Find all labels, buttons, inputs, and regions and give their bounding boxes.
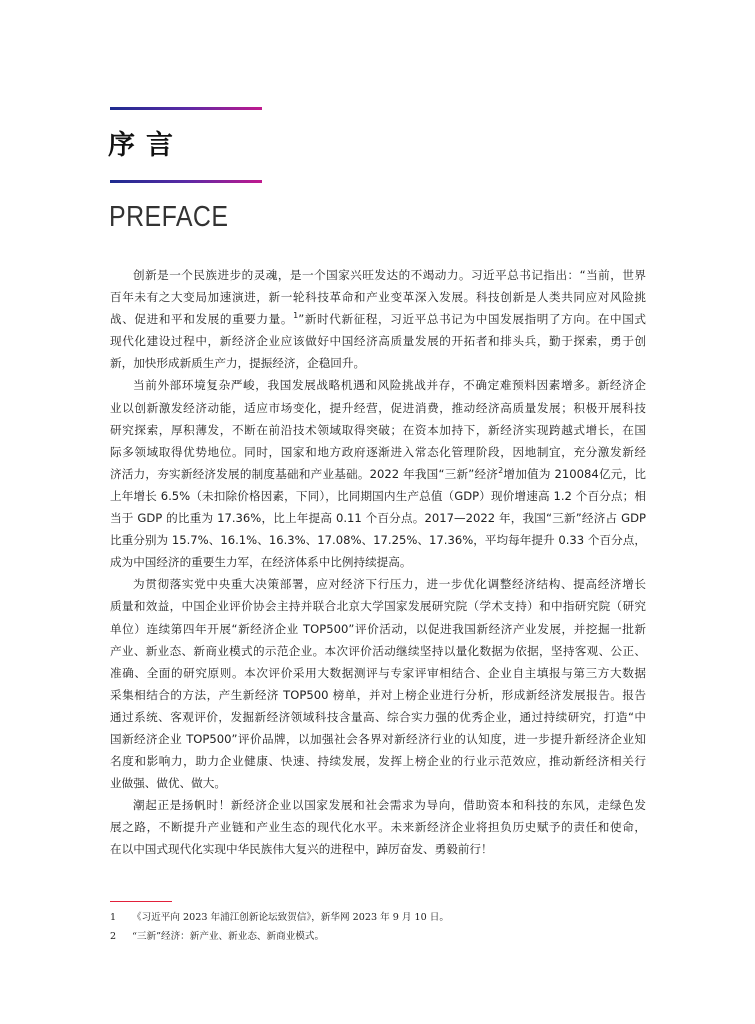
body-line: 创新是一个民族进步的灵魂，是一个国家兴旺发达的不竭动力。习近平总书记指出：“当前，世界 — [133, 268, 646, 282]
body-line: 业以创新激发经济动能，适应市场变化，提升经营，促进消费，推动经济高质量发展；积极开展科技 — [110, 400, 646, 415]
footnotes — [110, 908, 650, 946]
body-line: 研究探索，厚积薄发，不断在前沿技术领域取得突破；在资本加持下，新经济实现跨越式增长，在国 — [110, 422, 646, 437]
page-title-chinese: 序言 — [108, 130, 184, 161]
body-line: 现代化建设过程中，新经济企业应该做好中国经济高质量发展的开拓者和排头兵，勤于探索，勇于创 — [110, 334, 646, 349]
body-line: 当于 GDP 的比重为 17.36%，比上年提高 0.11 个百分点。2017—2022 年，我国“三新”经济占 GDP — [110, 511, 646, 526]
preface-body — [110, 264, 646, 861]
body-line: 新，加快形成新质生产力，提振经济，企稳回升。 — [110, 356, 366, 371]
body-line: 当前外部环境复杂严峻，我国发展战略机遇和风险挑战并存，不确定难预料因素增多。新经济企 — [133, 378, 646, 393]
body-line: 际多领域取得优势地位。同时，国家和地方政府逐渐进入常态化管理阶段，因地制宜，充分激发新经 — [110, 444, 646, 459]
page-title-english: PREFACE — [109, 201, 229, 233]
body-line: 业做强、做优、做大。 — [110, 776, 226, 791]
footnote-1 — [110, 908, 650, 927]
body-line: 通过系统、客观评价，发掘新经济领域科技含量高、综合实力强的优秀企业，通过持续研究，打造“中 — [110, 709, 646, 724]
body-line: 为贯彻落实党中央重大决策部署，应对经济下行压力，进一步优化调整经济结构、提高经济增长 — [133, 577, 646, 592]
footnote-ref-2[interactable]: 2 — [498, 465, 504, 475]
footnote-2 — [110, 927, 650, 946]
body-line: 名度和影响力，助力企业健康、快速、持续发展，发挥上榜企业的行业示范效应，推动新经济相关行 — [110, 754, 646, 769]
body-line: 潮起正是扬帆时！新经济企业以国家发展和社会需求为导向，借助资本和科技的东风，走绿色发 — [133, 798, 646, 813]
footnote-divider — [110, 901, 172, 902]
footnote-number: 1 — [110, 912, 117, 923]
body-line: 济活力，夯实新经济发展的制度基础和产业基础。2022 年我国“三新”经济$^2$增加值为 210084亿元，比 — [110, 465, 646, 481]
footnote-ref-1[interactable]: 1 — [293, 311, 299, 321]
footnote-text: 《习近平向 2023 年浦江创新论坛致贺信》，新华网 2023 年 9 月 10 日。 — [132, 912, 449, 923]
body-line: 展之路，不断提升产业链和产业生态的现代化水平。未来新经济企业将担负历史赋予的责任和使命， — [110, 820, 646, 835]
body-line: 采集相结合的方法，产生新经济 TOP500 榜单，并对上榜企业进行分析，形成新经济发展报告。报告 — [110, 687, 646, 702]
body-line: 单位）连续第四年开展“新经济企业 TOP500”评价活动，以促进我国新经济产业发展，并挖掘一批新 — [110, 621, 646, 636]
title-rule-top — [110, 107, 262, 110]
body-line: 成为中国经济的重要生力军，在经济体系中比例持续提高。 — [110, 555, 412, 570]
body-line: 质量和效益，中国企业评价协会主持并联合北京大学国家发展研究院（学术支持）和中指研究院（研究 — [110, 599, 646, 614]
body-line: 准确、全面的研究原则。本次评价采用大数据测评与专家评审相结合、企业自主填报与第三方大数据 — [110, 665, 646, 680]
body-line: 比重分别为 15.7%、16.1%、16.3%、17.08%、17.25%、17.36%，平均每年提升 0.33 个百分点， — [110, 533, 646, 548]
body-line: 产业、新业态、新商业模式的示范企业。本次评价活动继续坚持以量化数据为依据，坚持客观、公正、 — [110, 643, 646, 658]
body-line: 上年增长 6.5%（未扣除价格因素，下同），比同期国内生产总值（GDP）现价增速高 1.2 个百分点；相 — [110, 488, 646, 503]
body-line: 在以中国式现代化实现中华民族伟大复兴的进程中，踔厉奋发、勇毅前行！ — [110, 842, 493, 857]
footnote-text: “三新”经济：新产业、新业态、新商业模式。 — [132, 931, 325, 942]
title-rule-bottom — [110, 180, 262, 183]
footnote-number: 2 — [110, 931, 117, 942]
body-line: 百年未有之大变局加速演进，新一轮科技革命和产业变革深入发展。科技创新是人类共同应对风险挑 — [110, 290, 646, 305]
body-line: 国新经济企业 TOP500”评价品牌，以加强社会各界对新经济行业的认知度，进一步提升新经济企业知 — [110, 731, 646, 746]
body-line: 战、促进和平和发展的重要力量。$^1$”新时代新征程，习近平总书记为中国发展指明了方向。在中国式 — [110, 311, 646, 327]
